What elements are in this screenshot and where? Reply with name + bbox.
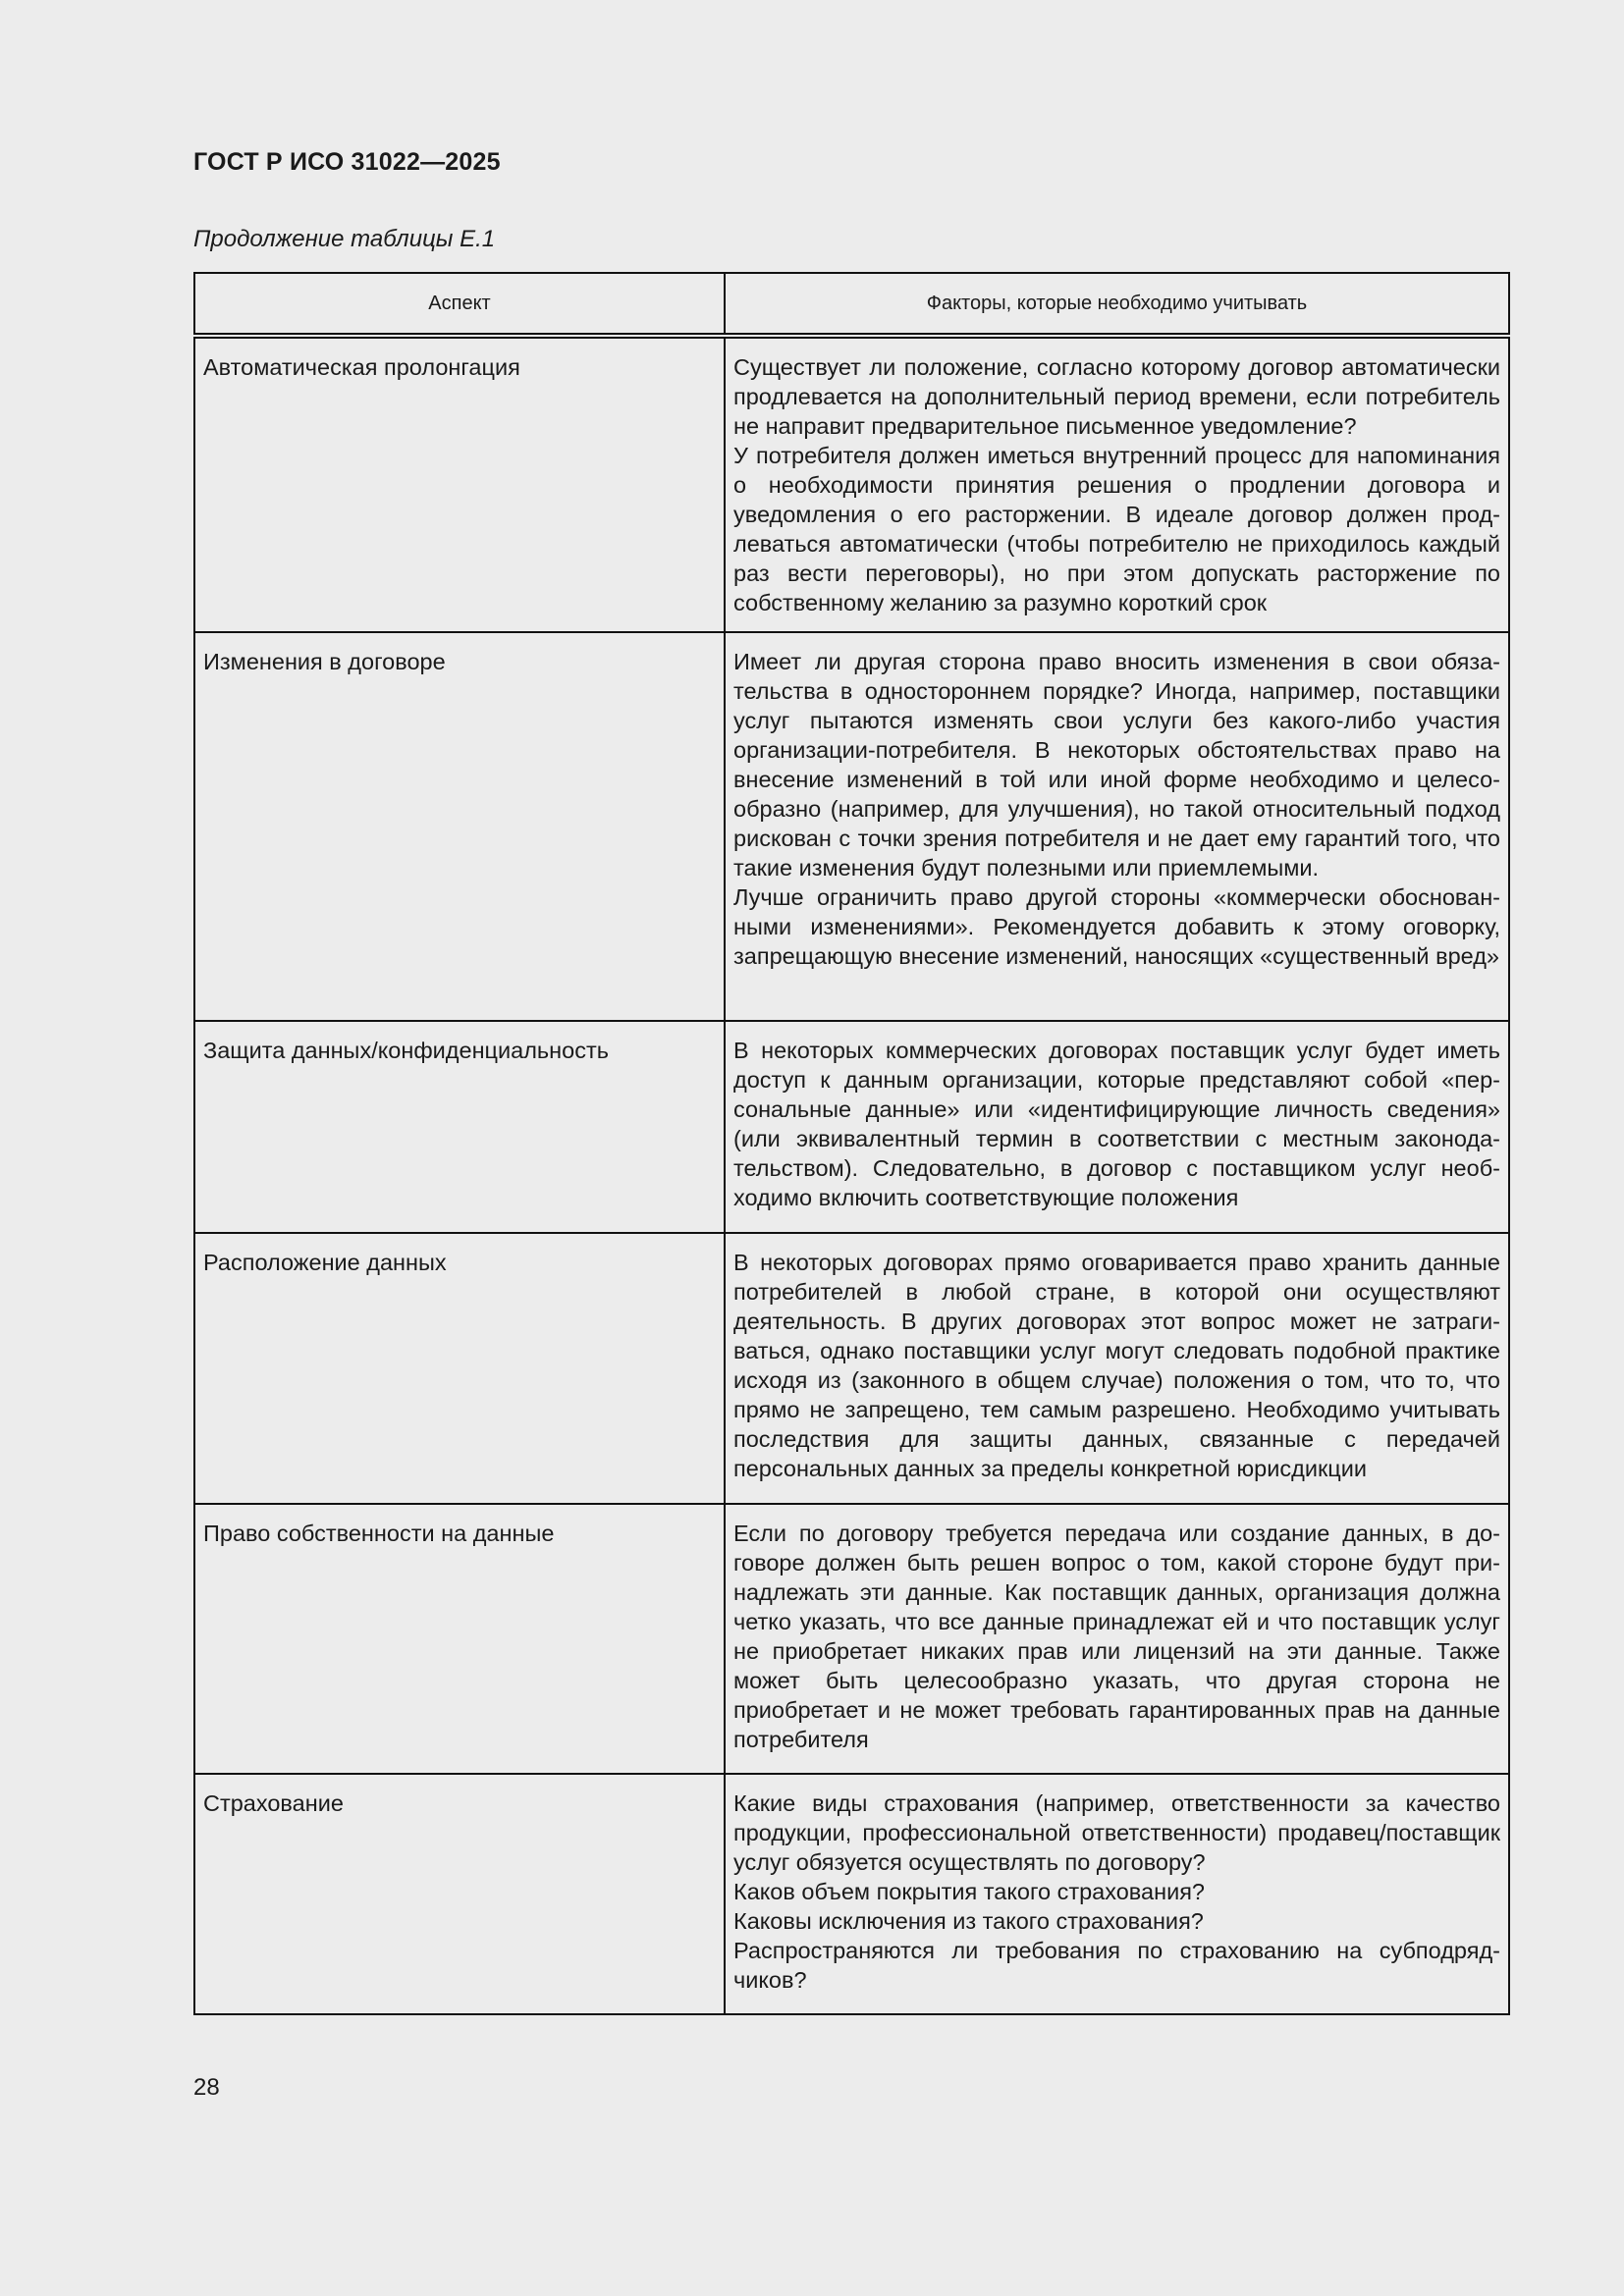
factors-cell	[725, 1021, 1509, 1233]
factors-paragraph: Имеет ли другая сторона право вносить изменения в свои обязательства в одностороннем порядке? Иногда, например, поставщики услуг пытаются изменять свои услуги без какого-либо участия организации-потребителя. В некоторых обстоятельствах право на внесение изменений в той или иной форме необходимо и целесообразно (например, для улучшения), но такой относительный подход рискован с точки зрения потребителя и не дает ему гарантий того, что такие изменения будут полезными или приемлемыми.	[733, 649, 1500, 881]
factors-cell	[725, 632, 1509, 1021]
column-header-factors: Факторы, которые необходимо учитывать	[725, 273, 1509, 336]
page-number: 28	[193, 2074, 220, 2101]
aspect-cell: Автоматическая пролонгация	[194, 336, 725, 632]
factors-paragraph: У потребителя должен иметься внутренний процесс для напоминания о необходимости принятия решения о продлении договора и уведомления о его расторжении. В идеале договор должен продлеваться автоматически (чтобы потребителю не приходилось каждый раз вести переговоры), но при этом допускать расторжение по собственному желанию за разумно короткий срок	[733, 443, 1500, 615]
factors-paragraph: Если по договору требуется передача или создание данных, в договоре должен быть решен вопрос о том, какой стороне будут принадлежать эти данные. Как поставщик данных, организация должна четко указать, что все данные принадлежат ей и что поставщик услуг не приобретает никаких прав или лицензий на эти данные. Также может быть целесообразно указать, что другая сторона не приобретает и не может требовать гарантированных прав на данные потребителя	[733, 1521, 1500, 1752]
table-row	[194, 632, 1509, 1021]
table-row	[194, 1233, 1509, 1504]
aspect-cell: Право собственности на данные	[194, 1504, 725, 1774]
factors-table	[193, 272, 1510, 2015]
document-header: ГОСТ Р ИСО 31022—2025	[193, 148, 501, 176]
factors-cell	[725, 1774, 1509, 2014]
factors-paragraph: Каковы исключения из такого страхования?	[733, 1908, 1204, 1934]
table-caption: Продолжение таблицы Е.1	[193, 226, 496, 252]
table-row	[194, 1774, 1509, 2014]
aspect-cell: Расположение данных	[194, 1233, 725, 1504]
factors-cell	[725, 1504, 1509, 1774]
factors-paragraph: Лучше ограничить право другой стороны «коммерчески обоснованными изменениями». Рекомендуется добавить к этому оговорку, запрещающую внесение изменений, наносящих «существенный вред»	[733, 884, 1500, 969]
table-row	[194, 336, 1509, 632]
factors-paragraph: В некоторых договорах прямо оговаривается право хранить данные потребителей в любой стране, в которой они осуществляют деятельность. В других договорах этот вопрос может не затрагиваться, однако поставщики услуг могут следовать подобной практике исходя из (законного в общем случае) положения о том, что то, что прямо не запрещено, тем самым разрешено. Необходимо учитывать последствия для защиты данных, связанные с передачей персональных данных за пределы конкретной юрисдикции	[733, 1250, 1500, 1481]
factors-paragraph: Каков объем покрытия такого страхования?	[733, 1879, 1205, 1904]
aspect-cell: Изменения в договоре	[194, 632, 725, 1021]
table-header-row	[194, 273, 1509, 336]
table-row	[194, 1021, 1509, 1233]
factors-cell	[725, 336, 1509, 632]
aspect-cell: Защита данных/конфиденциальность	[194, 1021, 725, 1233]
aspect-cell: Страхование	[194, 1774, 725, 2014]
factors-paragraph: В некоторых коммерческих договорах поставщик услуг будет иметь доступ к данным организации, которые представляют собой «персональные данные» или «идентифицирующие личность сведения» (или эквивалентный термин в соответствии с местным законодательством). Следовательно, в договор с поставщиком услуг необходимо включить соответствующие положения	[733, 1038, 1500, 1210]
factors-cell	[725, 1233, 1509, 1504]
column-header-aspect: Аспект	[194, 273, 725, 336]
factors-paragraph: Распространяются ли требования по страхованию на субподрядчиков?	[733, 1938, 1500, 1993]
table-row	[194, 1504, 1509, 1774]
factors-paragraph: Существует ли положение, согласно которому договор автоматически продлевается на дополнительный период времени, если потребитель не направит предварительное письменное уведомление?	[733, 354, 1500, 439]
factors-paragraph: Какие виды страхования (например, ответственности за качество продукции, профессиональной ответственности) продавец/поставщик услуг обязуется осуществлять по договору?	[733, 1790, 1500, 1875]
